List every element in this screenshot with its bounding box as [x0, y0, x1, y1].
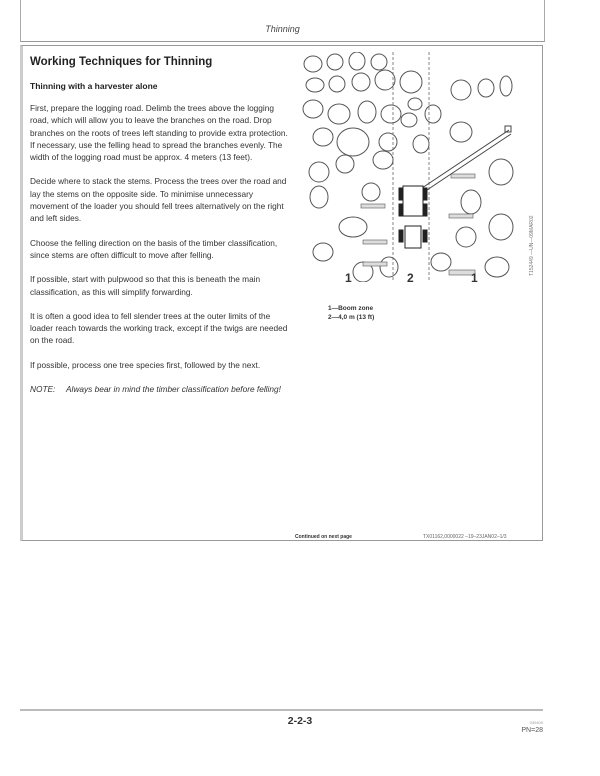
text-column [30, 56, 290, 395]
footer-rule [20, 709, 543, 711]
zone-label: 1 [471, 271, 478, 282]
boom [413, 126, 511, 198]
zone-label: 1 [345, 271, 352, 282]
legend-item: 2—4,0 m (13 ft) [328, 314, 375, 321]
paragraph: If possible, process one tree species first, followed by the next. [30, 359, 261, 370]
figure-legend [328, 304, 374, 322]
paragraph: If possible, start with pulpwood so that this is beneath the main classification, as this will simplify forwarding. [30, 274, 261, 297]
note-text: Always bear in mind the timber classification before felling! [66, 384, 281, 395]
document-reference: TX01162,0000022 –19–23JAN02–1/3 [423, 534, 507, 540]
subsection-title: Thinning with a harvester alone [30, 81, 158, 91]
note-label: NOTE: [30, 384, 56, 395]
note [30, 383, 290, 395]
content-box [20, 45, 543, 541]
harvester [399, 186, 427, 248]
paragraph: Choose the felling direction on the basis of the timber classification, since stems are often difficult to move after felling. [30, 237, 278, 260]
page-header [20, 0, 545, 42]
header-title: Thinning [265, 24, 300, 34]
page-number: 2-2-3 [287, 715, 313, 727]
legend-item: 1—Boom zone [328, 305, 374, 312]
paragraph: First, prepare the logging road. Delimb the trees above the logging road, which will allow you to leave the branches on the road. Drop branches on the roots of trees left standing to provide extra protection. If necessary, use the felling head to spread the branches evenly. The width of the logging road must be approx. 4 meters (13 feet). [30, 103, 288, 163]
footer-code: 030409 [529, 720, 543, 725]
thinning-diagram [301, 52, 521, 282]
page-serial: PN=28 [521, 727, 543, 734]
section-title: Working Techniques for Thinning [30, 56, 213, 68]
paragraph: It is often a good idea to fell slender trees at the outer limits of the loader reach towards the working track, except if the twigs are needed on the road. [30, 310, 288, 346]
paragraph: Decide where to stack the stems. Process the trees over the road and lay the stems on the opposite side. To minimise unnecessary movement of the loader you should fell trees alternatively on the right and left sides. [30, 176, 287, 224]
continued-note: Continued on next page [295, 534, 352, 540]
zone-label: 2 [407, 271, 414, 282]
figure-id: T152449 —UN—09MAR02 [529, 215, 535, 276]
